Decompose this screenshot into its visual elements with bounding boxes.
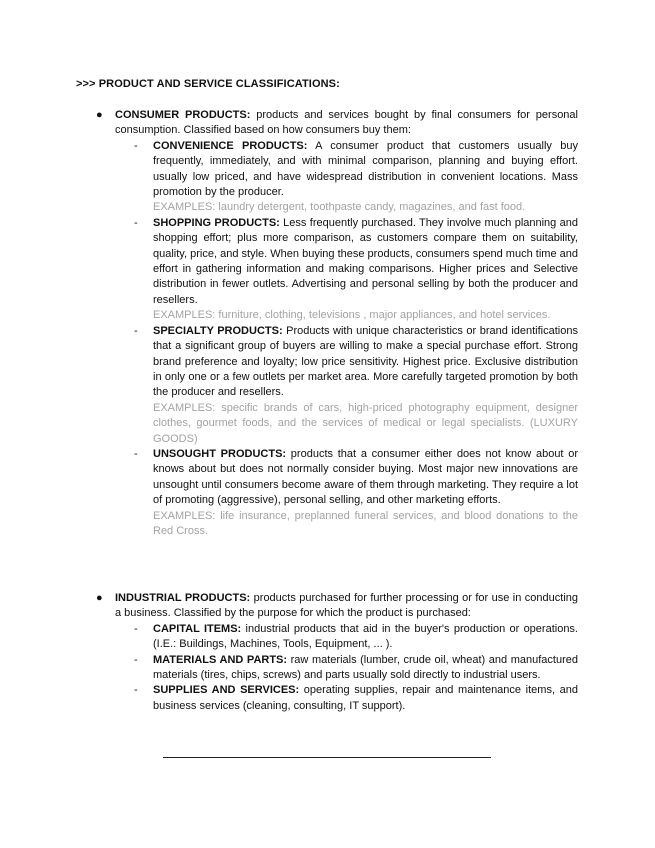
item-examples: EXAMPLES: life insurance, preplanned funeral services, and blood donations to the Red Cross. [153,509,578,537]
industrial-products-intro [115,591,578,622]
item-text: Less frequently purchased. They involve much planning and shopping effort; plus more comparison, as customers compare them on suitability, quality, price, and style. When buying these products, consumers spend much time and effort in gathering information and making comparisons. Higher prices and Selective distribution in fewer outlets. Advertising and personal selling by both the producer and resellers. [153,216,579,306]
industrial-products-text: products purchased for further processing or for use in conducting a business. Classified by the purpose for which the product is purchased: [115,592,578,620]
item-examples: EXAMPLES: furniture, clothing, televisions , major appliances, and hotel services. [153,309,551,322]
dash-icon: - [134,622,138,635]
item-title: UNSOUGHT PRODUCTS: [153,447,287,460]
list-item-materials [134,653,578,684]
list-item-supplies [134,683,578,714]
page-heading: >>> PRODUCT AND SERVICE CLASSIFICATIONS: [76,78,340,90]
consumer-products-text: products and services bought by final consumers for personal consumption. Classified based on how consumers buy them: [115,109,578,137]
consumer-products-title: CONSUMER PRODUCTS: [115,109,251,121]
industrial-products-title: INDUSTRIAL PRODUCTS: [115,592,251,604]
item-title: MATERIALS AND PARTS: [153,653,288,666]
item-text: raw materials (lumber, crude oil, wheat) and manufactured materials (tires, chips, screws) and parts usually sold directly to industrial users. [153,653,578,682]
dash-icon: - [134,653,138,666]
item-text: products that a consumer either does not know about or knows about but does not normally consider buying. Most major new innovations are unsought until consumers become aware of them through marketing. They require a lot of promoting (aggressive), personal selling, and other marketing efforts. [153,447,579,507]
dash-icon: - [134,324,138,337]
dash-icon: - [134,139,138,152]
bullet-icon: ● [96,109,103,121]
item-examples: EXAMPLES: specific brands of cars, high-priced photography equipment, designer clothes, gourmet foods, and the services of medical or legal specialists. (LUXURY GOODS) [153,401,578,445]
dash-icon: - [134,216,138,229]
list-item-capital [134,622,578,653]
industrial-products-section [96,591,578,714]
item-title: SPECIALTY PRODUCTS: [153,324,283,337]
bullet-icon: ● [96,592,103,604]
item-text: A consumer product that customers usually buy frequently, immediately, and with minimal comparison, planning and buying effort. usually low priced, and have widespread distribution in convenient locations. Mass promotion by the producer. [153,139,579,199]
consumer-products-section [96,108,579,539]
consumer-products-intro [115,108,578,139]
list-item-convenience [134,139,579,216]
item-examples: EXAMPLES: laundry detergent, toothpaste candy, magazines, and fast food. [153,201,526,214]
list-item-specialty [134,324,578,447]
item-title: CONVENIENCE PRODUCTS: [153,139,308,152]
item-text: Products with unique characteristics or brand identifications that a significant group of buyers are willing to make a special purchase effort. Strong brand preference and loyalty; low price sensitivity. Highest price. Exclusive distribution in only one or a few outlets per market area. More carefully targeted promotion by both the producer and resellers. [153,324,578,399]
item-text: operating supplies, repair and maintenance items, and business services (cleaning, consulting, IT support). [153,684,578,712]
dash-icon: - [134,447,138,460]
item-title: CAPITAL ITEMS: [153,622,242,635]
dash-icon: - [134,684,138,697]
item-title: SUPPLIES AND SERVICES: [153,684,300,697]
item-text: industrial products that aid in the buyer's production or operations. (I.E.: Buildings, Machines, Tools, Equipment, ... ). [153,622,578,651]
list-item-unsought [134,447,579,539]
item-title: SHOPPING PRODUCTS: [153,216,280,229]
horizontal-divider [163,757,491,758]
list-item-shopping [134,216,579,324]
